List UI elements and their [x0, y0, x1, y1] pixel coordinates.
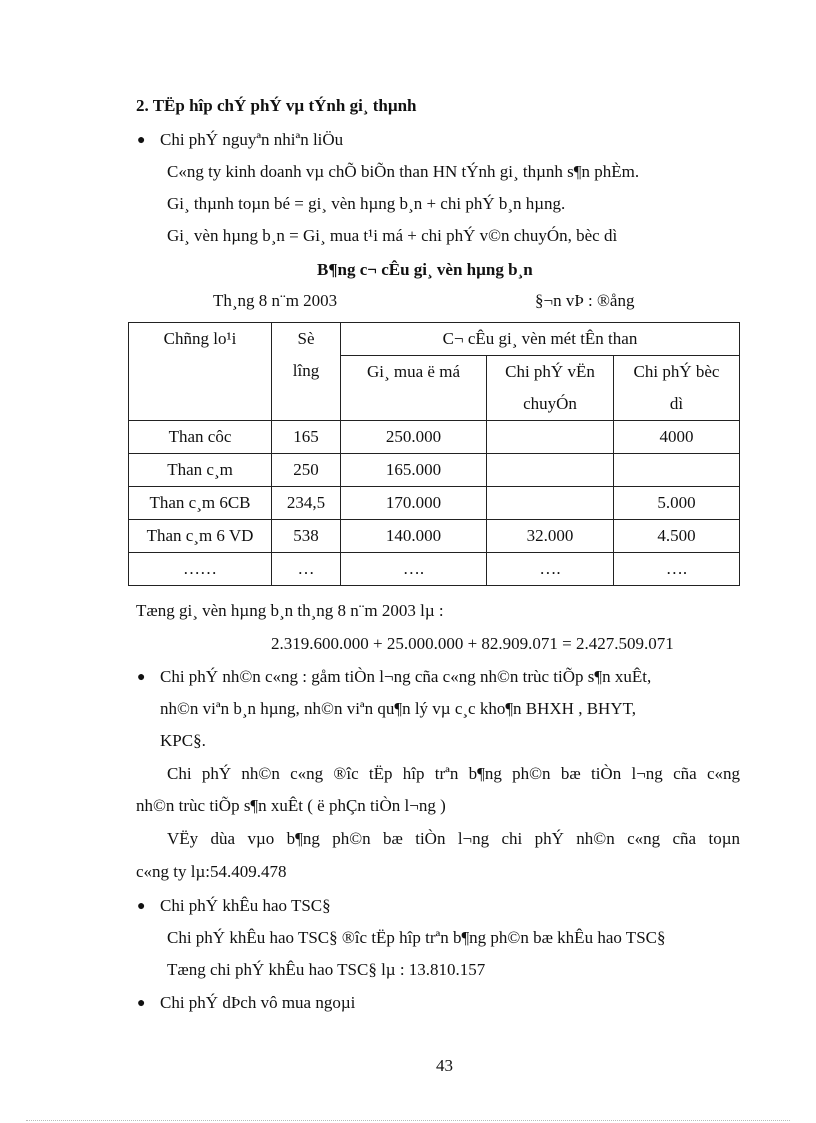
bullet-dot: ● — [137, 133, 146, 148]
header-transport-cost: Chi phÝ vËn chuyÓn — [487, 356, 614, 421]
cell-price: 165.000 — [341, 454, 487, 487]
bullet-dot: ● — [137, 670, 146, 685]
paragraph-cost-of-goods: Gi¸ vèn hµng b¸n = Gi¸ mua t¹i má + chi phÝ v©n chuyÓn, bèc dì — [167, 226, 618, 245]
cell-loading — [614, 454, 740, 487]
cell-loading: 4.500 — [614, 520, 740, 553]
table-unit: §¬n vÞ : ®ång — [535, 291, 635, 310]
cell-transport: 32.000 — [487, 520, 614, 553]
table-header-row — [129, 323, 740, 356]
table-row — [129, 553, 740, 586]
cell-loading: …. — [614, 553, 740, 586]
cell-transport: …. — [487, 553, 614, 586]
paragraph-labor-total: VËy dùa vµo b¶ng ph©n bæ tiÒn l¬ng chi phÝ nh©n c«ng cña toµn — [167, 829, 740, 848]
cell-price: 250.000 — [341, 421, 487, 454]
section-heading: 2. TËp hîp chÝ phÝ vµ tÝnh gi¸ thµnh — [136, 96, 417, 115]
cell-type: Than côc — [129, 421, 272, 454]
cell-quantity: 234,5 — [272, 487, 341, 520]
paragraph-total-cost: Gi¸ thµnh toµn bé = gi¸ vèn hµng b¸n + chi phÝ b¸n hµng. — [167, 194, 566, 213]
paragraph-labor-allocation: Chi phÝ nh©n c«ng ®îc tËp hîp trªn b¶ng ph©n bæ tiÒn l¬ng cña c«ng — [167, 764, 740, 783]
cell-type: Than c¸m — [129, 454, 272, 487]
cell-quantity: 250 — [272, 454, 341, 487]
total-cost-line: Tæng gi¸ vèn hµng b¸n th¸ng 8 n¨m 2003 lµ : — [136, 601, 444, 620]
bullet-raw-materials: Chi phÝ nguyªn nhiªn liÖu — [160, 130, 344, 149]
header-purchase-price: Gi¸ mua ë má — [341, 356, 487, 421]
header-quantity: Sè lîng — [272, 323, 341, 421]
page-bottom-rule — [26, 1120, 790, 1121]
table-row — [129, 454, 740, 487]
header-cost-structure: C¬ cÊu gi¸ vèn mét tÊn than — [341, 323, 740, 356]
paragraph-depreciation: Chi phÝ khÊu hao TSC§ ®îc tËp hîp trªn b¶ng ph©n bæ khÊu hao TSC§ — [167, 928, 666, 947]
cell-transport — [487, 487, 614, 520]
cell-quantity: … — [272, 553, 341, 586]
bullet-labor-cost: Chi phÝ nh©n c«ng : gåm tiÒn l¬ng cña c«ng nh©n trùc tiÕp s¶n xuÊt, — [160, 667, 652, 686]
header-loading-cost: Chi phÝ bèc dì — [614, 356, 740, 421]
header-type: Chñng lo¹i — [129, 323, 272, 421]
paragraph-company: C«ng ty kinh doanh vµ chÕ biÕn than HN tÝnh gi¸ thµnh s¶n phÈm. — [167, 162, 640, 181]
cost-structure-table — [128, 322, 740, 586]
cell-price: 170.000 — [341, 487, 487, 520]
cell-type: …… — [129, 553, 272, 586]
paragraph-labor-total-continued: c«ng ty lµ:54.409.478 — [136, 862, 287, 881]
table-month: Th¸ng 8 n¨m 2003 — [213, 291, 338, 310]
cell-transport — [487, 421, 614, 454]
bullet-dot: ● — [137, 996, 146, 1011]
table-title: B¶ng c¬ cÊu gi¸ vèn hµng b¸n — [317, 260, 533, 279]
paragraph-depreciation-total: Tæng chi phÝ khÊu hao TSC§ lµ : 13.810.157 — [167, 960, 486, 979]
cell-type: Than c¸m 6CB — [129, 487, 272, 520]
cell-price: …. — [341, 553, 487, 586]
cell-loading: 5.000 — [614, 487, 740, 520]
cell-transport — [487, 454, 614, 487]
table-row — [129, 487, 740, 520]
labor-cost-continued: nh©n viªn b¸n hµng, nh©n viªn qu¶n lý vµ c¸c kho¶n BHXH , BHYT, — [160, 699, 636, 718]
bullet-depreciation: Chi phÝ khÊu hao TSC§ — [160, 896, 331, 915]
table-row — [129, 421, 740, 454]
cell-price: 140.000 — [341, 520, 487, 553]
paragraph-labor-allocation-continued: nh©n trùc tiÕp s¶n xuÊt ( ë phÇn tiÒn l¬ng ) — [136, 796, 446, 815]
page-number: 43 — [436, 1056, 453, 1075]
total-cost-formula: 2.319.600.000 + 25.000.000 + 82.909.071 = 2.427.509.071 — [271, 634, 674, 653]
table-row — [129, 520, 740, 553]
bullet-outsourced-services: Chi phÝ dÞch vô mua ngoµi — [160, 993, 356, 1012]
cell-loading: 4000 — [614, 421, 740, 454]
cell-quantity: 538 — [272, 520, 341, 553]
cell-type: Than c¸m 6 VD — [129, 520, 272, 553]
bullet-dot: ● — [137, 899, 146, 914]
cell-quantity: 165 — [272, 421, 341, 454]
labor-cost-continued: KPC§. — [160, 731, 206, 750]
